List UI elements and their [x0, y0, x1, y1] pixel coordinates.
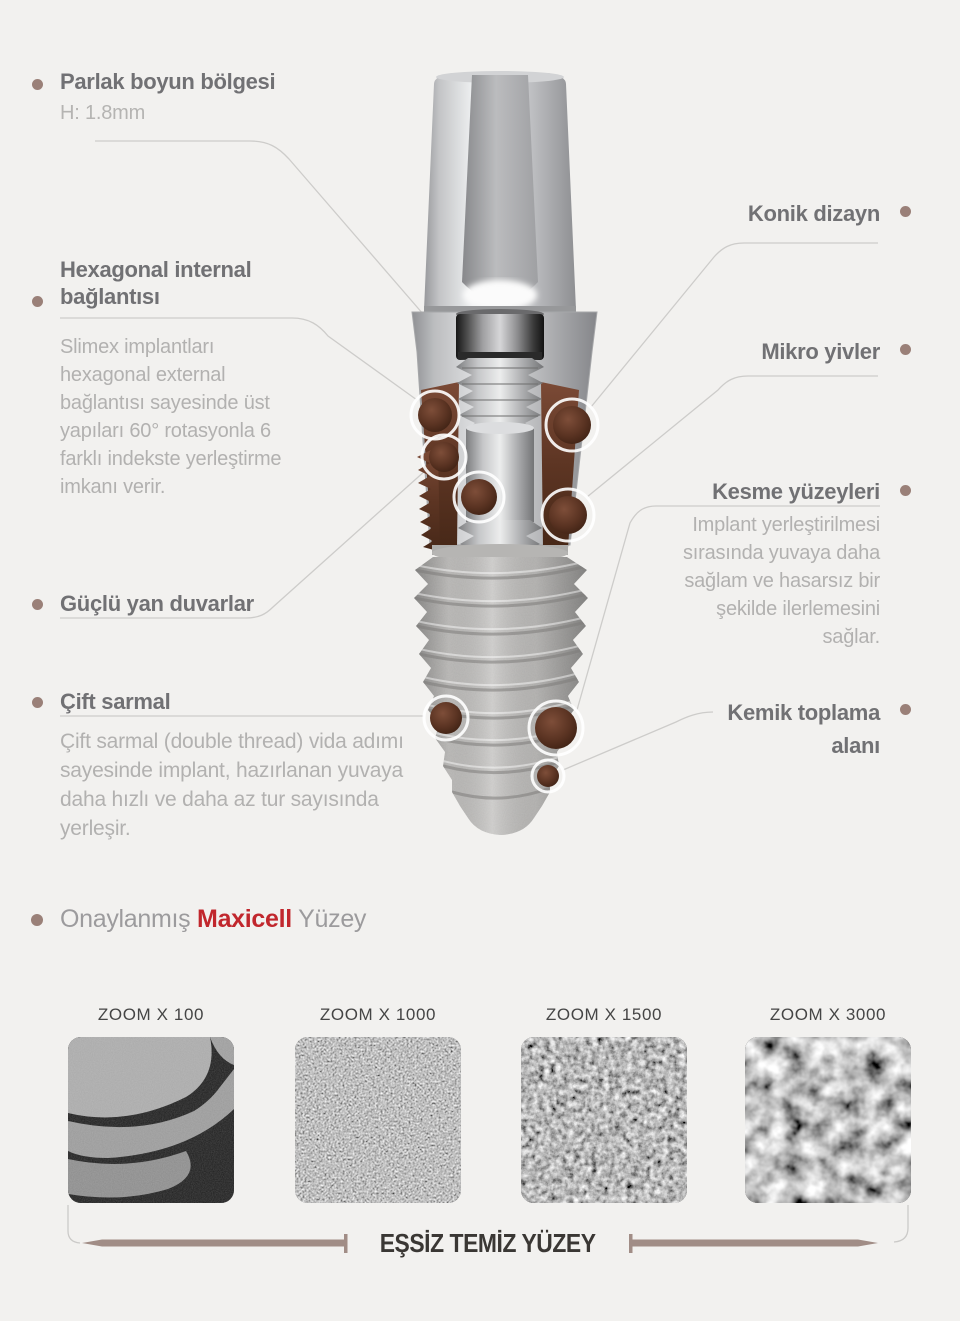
sem-image-zoom-1000	[295, 1037, 461, 1203]
bullet-cift-sarmal	[32, 697, 43, 708]
bullet-konik	[900, 206, 911, 217]
surface-heading-brand: Maxicell	[197, 905, 292, 933]
callout-subtitle-parlak-boyun: H: 1.8mm	[60, 102, 146, 124]
abutment-notch	[462, 75, 538, 302]
callout-title-kemik: Kemik toplama alanı	[727, 700, 880, 758]
callout-title-guclu-yan: Güçlü yan duvarlar	[60, 591, 254, 616]
footer-rule-left	[82, 1240, 347, 1247]
implant-threaded-body	[400, 548, 605, 843]
callout-body-cift-sarmal: Çift sarmal (double thread) vida adımı sayesinde implant, hazırlanan yuvaya daha hızlı ve daha az tur sayısında yerleşir.	[60, 730, 404, 840]
surface-heading	[60, 905, 366, 934]
zoom-label-1000: ZOOM X 1000	[319, 1005, 437, 1024]
callout-title-parlak-boyun: Parlak boyun bölgesi	[60, 69, 276, 94]
zoom-label-3000: ZOOM X 3000	[769, 1005, 887, 1024]
sem-image-zoom-100	[68, 1037, 234, 1203]
bullet-kesme	[900, 485, 911, 496]
bullet-mikro	[900, 344, 911, 355]
callout-body-kesme: Implant yerleştirilmesi sırasında yuvaya daha sağlam ve hasarsız bir şekilde ilerlemesini sağlar.	[682, 514, 880, 648]
sem-image-zoom-3000	[745, 1037, 911, 1203]
bullet-kemik	[900, 704, 911, 715]
callout-title-mikro: Mikro yivler	[761, 339, 880, 364]
leader-kemik	[563, 712, 713, 770]
sem-image-zoom-1500	[521, 1037, 687, 1203]
surface-heading-prefix: Onaylanmış	[60, 905, 191, 933]
zoom-label-1500: ZOOM X 1500	[545, 1005, 663, 1024]
bullet-parlak-boyun	[32, 79, 43, 90]
leader-konik	[591, 243, 878, 407]
callout-title-hexagonal: Hexagonal internal bağlantısı	[60, 257, 252, 309]
bullet-hexagonal	[32, 296, 43, 307]
callout-body-hexagonal: Slimex implantları hexagonal external bağlantısı sayesinde üst yapıları 60° rotasyonla 6 farklı indekste yerleştirme imkanı verir.	[60, 336, 282, 498]
surface-heading-suffix: Yüzey	[298, 905, 367, 933]
zoom-label-100: ZOOM X 100	[97, 1005, 205, 1024]
callout-title-cift-sarmal: Çift sarmal	[60, 689, 171, 714]
implant-abutment	[424, 71, 576, 312]
callout-title-kesme: Kesme yüzeyleri	[712, 479, 880, 504]
callout-title-konik: Konik dizayn	[747, 201, 880, 226]
bullet-guclu-yan	[32, 599, 43, 610]
footer-rule-right	[632, 1240, 878, 1247]
footer-title: EŞSİZ TEMİZ YÜZEY	[380, 1228, 596, 1258]
bullet-onaylanmis	[31, 914, 43, 926]
